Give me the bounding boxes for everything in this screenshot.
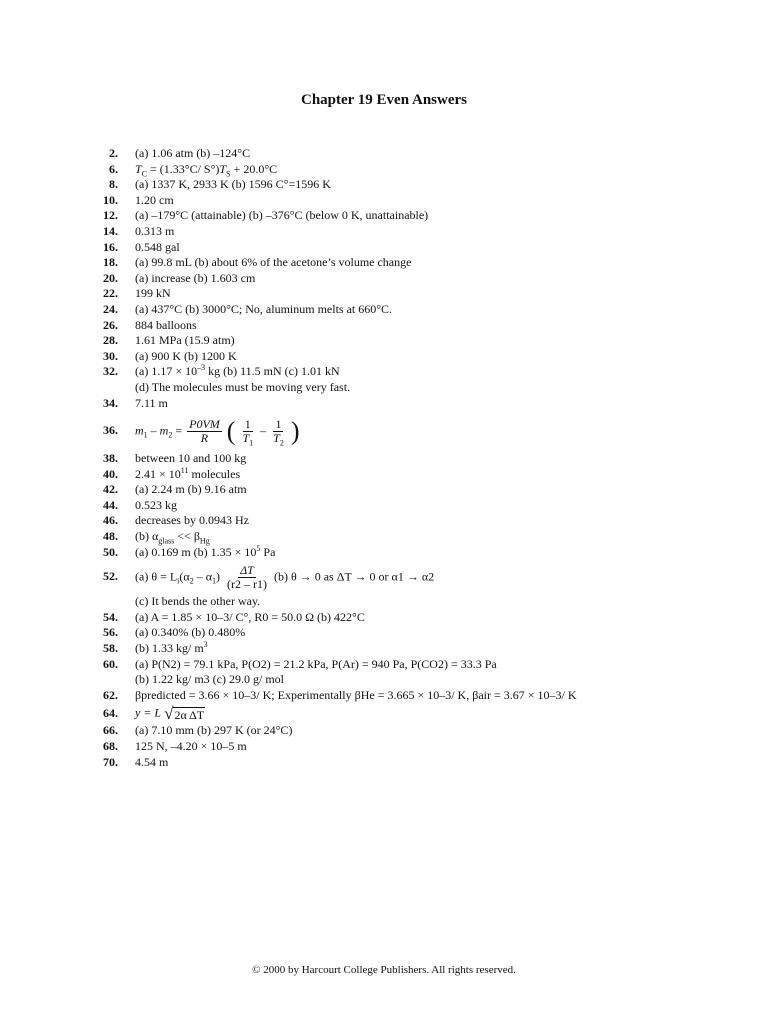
page-title: Chapter 19 Even Answers [301, 92, 467, 108]
answer-row-44 [90, 498, 730, 514]
answer-text: 0.523 kg [135, 497, 177, 512]
answer-row-20 [90, 271, 730, 287]
answer-text: (b) 1.33 kg/ $m^3$ [135, 640, 208, 656]
answer-row-64 [90, 703, 730, 723]
answer-row-34 [90, 396, 730, 412]
answer-text: (a) 0.340% (b) 0.480% [135, 625, 246, 640]
answer-text: 125 N, –4.20 × 10–5 m [135, 739, 247, 753]
answer-text: 0.548 gal [135, 239, 180, 254]
answer-row-62 [90, 688, 730, 704]
answer-row-40 [90, 467, 730, 483]
answer-text: (a) 2.24 m (b) 9.16 atm [135, 482, 247, 497]
answer-row-18 [90, 255, 730, 271]
answer-equation: $m_1 - m_2$ = $\frac{P0VM}{R}$ ( $\frac{1}{T_1}$ – $\frac{1}{T_2}$ ) [135, 416, 300, 447]
answer-row-30 [90, 349, 730, 365]
problem-number: 18. [103, 255, 118, 270]
problem-number: 42. [103, 482, 118, 497]
answer-text: (a) –179°C (attainable) (b) –376°C (below 0 K, unattainable) [135, 208, 429, 223]
problem-number: 26. [103, 317, 118, 332]
problem-number: 50. [103, 544, 118, 559]
problem-number: 54. [103, 609, 118, 624]
problem-number: 12. [103, 208, 118, 223]
problem-number: 52. [103, 569, 118, 584]
problem-number: 60. [103, 656, 118, 671]
answer-row-28 [90, 333, 730, 349]
answer-row-10 [90, 193, 730, 209]
answer-equation: y = L √ 2α ΔT [135, 703, 205, 723]
problem-number: 62. [103, 687, 118, 702]
fraction: $\frac{1}{T_1}$ [242, 416, 254, 447]
answer-row-36 [90, 411, 730, 451]
answer-list [90, 146, 730, 770]
problem-number: 10. [103, 192, 118, 207]
problem-number: 36. [103, 423, 118, 438]
answer-text: 4.54 m [135, 754, 169, 769]
answer-text: 884 balloons [135, 317, 197, 332]
problem-number: 56. [103, 625, 118, 640]
problem-number: 6. [109, 161, 118, 176]
problem-number: 58. [103, 641, 118, 656]
problem-number: 30. [103, 348, 118, 363]
problem-number: 32. [103, 364, 118, 379]
answer-row-54 [90, 610, 730, 626]
answer-text: $T_C = (1.33^\circ C/$ $S^\circ)T_S + 20.0^\circ C$ [135, 161, 278, 178]
answer-text: 7.11 m [135, 395, 168, 410]
answer-row-66 [90, 723, 730, 739]
problem-number: 22. [103, 286, 118, 301]
answer-text: between 10 and 100 kg [135, 451, 247, 466]
answer-row-8 [90, 177, 730, 193]
answer-text: (a) 1337 K, 2933 K (b) 1596 C°=1596 K [135, 177, 331, 192]
answer-row-16 [90, 240, 730, 256]
answer-text: decreases by 0.0943 Hz [135, 513, 249, 528]
answer-text: (a) P(N2) = 79.1 kPa, P(O2) = 21.2 kPa, P(Ar) = 940 Pa, P(CO2) = 33.3 Pa [135, 656, 497, 671]
answer-row-70 [90, 755, 730, 771]
problem-number: 24. [103, 301, 118, 316]
problem-number: 28. [103, 333, 118, 348]
problem-number: 8. [109, 177, 118, 192]
answer-text: βpredicted = 3.66 × 10–3/ K; Experimentally βHe = 3.665 × 10–3/ K, βair = 3.67 × 10–3/ K [135, 687, 577, 702]
copyright-footer: © 2000 by Harcourt College Publishers. All rights reserved. [252, 964, 516, 976]
fraction: $\frac{P0VM}{R}$ [189, 416, 220, 445]
answer-text: $2.41 \times 10^{11}$ molecules [135, 465, 241, 481]
square-root: √ 2α ΔT [164, 703, 205, 723]
answer-text: (a) 900 K (b) 1200 K [135, 348, 237, 363]
problem-number: 14. [103, 223, 118, 238]
answer-row-38 [90, 451, 730, 467]
problem-number: 68. [103, 739, 118, 753]
fraction: $\frac{1}{T_2}$ [273, 416, 284, 447]
problem-number: 64. [103, 705, 118, 720]
answer-row-6 [90, 162, 730, 178]
answer-row-52 [90, 560, 730, 594]
answer-row-32-d [90, 380, 730, 396]
problem-number: 40. [103, 466, 118, 481]
answer-row-60-b [90, 672, 730, 688]
answer-row-58 [90, 641, 730, 657]
answer-row-14 [90, 224, 730, 240]
problem-number: 44. [103, 497, 118, 512]
answer-text: (b) 1.22 kg/ m3 (c) 29.0 g/ mol [135, 672, 284, 687]
answer-row-26 [90, 318, 730, 334]
answer-text: (a) 7.10 mm (b) 297 K (or 24°C) [135, 723, 293, 738]
answer-text: (a) A = 1.85 × 10–3/ C°, R0 = 50.0 Ω (b) 422°C [135, 609, 365, 624]
answer-text: (a) 99.8 mL (b) about 6% of the acetone’s volume change [135, 255, 412, 270]
answer-row-12 [90, 208, 730, 224]
problem-number: 34. [103, 395, 118, 410]
answer-row-46 [90, 513, 730, 529]
answer-equation: (a) $\theta = L_i(\alpha_2 - \alpha_1)$ $\frac{\Delta T}{(r2 - r1)}$ (b) θ → 0 as ΔT → 0 or α1 → α2 [135, 562, 435, 591]
answer-row-42 [90, 482, 730, 498]
answer-text: (c) It bends the other way. [135, 594, 261, 609]
problem-number: 2. [109, 146, 118, 160]
answer-text: (a) $1.17 \times 10^{-3}$ kg (b) 11.5 mN (c) 1.01 kN [135, 363, 340, 379]
answer-text: (a) increase (b) 1.603 cm [135, 270, 256, 285]
problem-number: 38. [103, 451, 118, 466]
answer-row-50 [90, 545, 730, 561]
answer-text: (a) 0.169 m (b) $1.35 \times 10^5$ Pa [135, 543, 276, 559]
answer-row-32 [90, 364, 730, 380]
problem-number: 16. [103, 239, 118, 254]
problem-number: 70. [103, 754, 118, 769]
answer-text: 199 kN [135, 286, 171, 301]
answer-text: (b) $\alpha_{glass} << \beta_{Hg}$ [135, 529, 210, 546]
problem-number: 48. [103, 529, 118, 544]
answer-row-24 [90, 302, 730, 318]
answer-row-68 [90, 739, 730, 755]
answer-row-52-c [90, 594, 730, 610]
answer-row-48 [90, 529, 730, 545]
answer-text: 1.61 MPa (15.9 atm) [135, 333, 235, 348]
answer-row-60 [90, 657, 730, 673]
problem-number: 46. [103, 513, 118, 528]
answer-row-56 [90, 625, 730, 641]
answer-text: (a) 1.06 atm (b) –124°C [135, 146, 251, 160]
answer-text: (a) 437°C (b) 3000°C; No, aluminum melts at 660°C. [135, 301, 393, 316]
answer-text: (d) The molecules must be moving very fast. [135, 379, 351, 394]
answer-text: 1.20 cm [135, 192, 174, 207]
problem-number: 66. [103, 723, 118, 738]
answer-row-22 [90, 286, 730, 302]
problem-number: 20. [103, 270, 118, 285]
answer-text: 0.313 m [135, 223, 175, 238]
fraction: $\frac{\Delta T}{(r2 - r1)}$ [227, 562, 267, 591]
answer-row-2 [90, 146, 730, 162]
